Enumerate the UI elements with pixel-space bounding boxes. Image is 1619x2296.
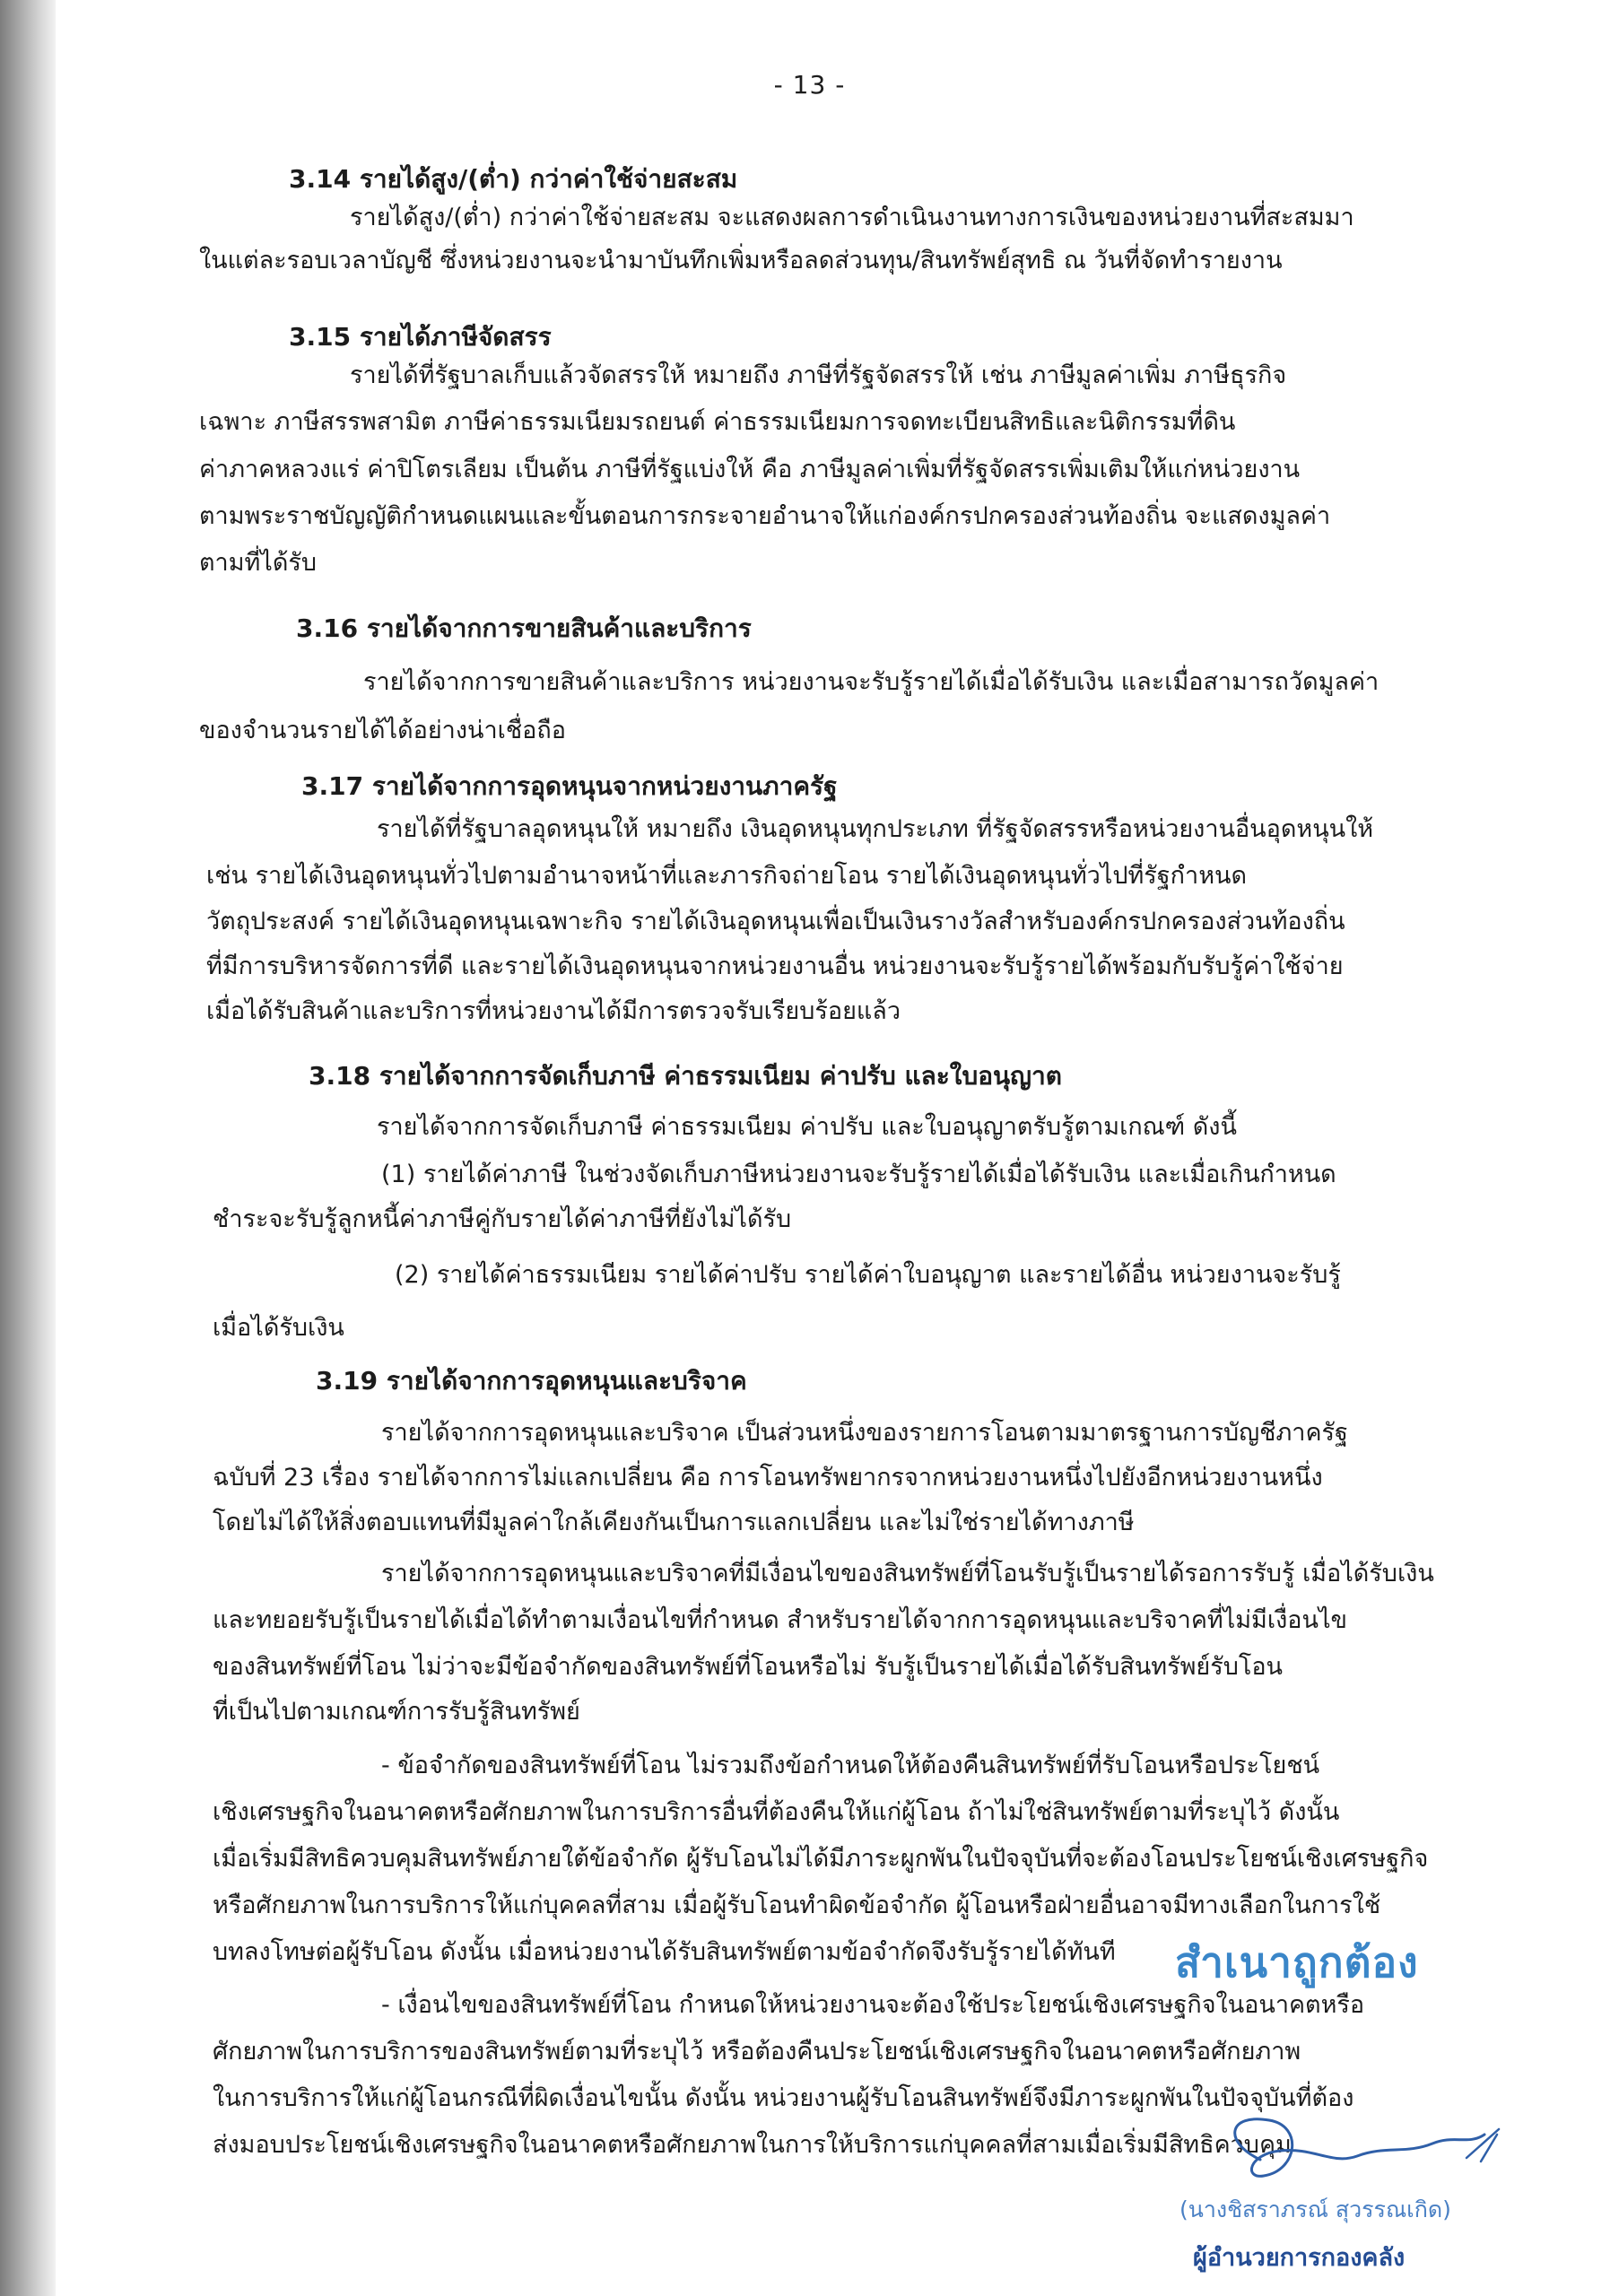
paragraph-line: ในการบริการให้แก่ผู้โอนกรณีที่ผิดเงื่อนไขนั้น ดังนั้น หน่วยงานผู้รับโอนสินทรัพย์จึงมีภาระผูกพันในปัจจุบันที่ต้อง — [213, 2084, 1354, 2112]
section-heading-3-16: 3.16 รายได้จากการขายสินค้าและบริการ — [296, 613, 752, 643]
paragraph-line: ฉบับที่ 23 เรื่อง รายได้จากการไม่แลกเปลี่ยน คือ การโอนทรัพยากรจากหน่วยงานหนึ่งไปยังอีกหน่วยงานหนึ่ง — [213, 1464, 1323, 1492]
scan-shadow-edge — [0, 0, 56, 2296]
paragraph-line: หรือศักยภาพในการบริการให้แก่บุคคลที่สาม เมื่อผู้รับโอนทำผิดข้อจำกัด ผู้โอนหรือฝ่ายอื่นอาจมีทางเลือกในการใช้ — [213, 1892, 1381, 1919]
paragraph-line: รายได้สูง/(ต่ำ) กว่าค่าใช้จ่ายสะสม จะแสดงผลการดำเนินงานทางการเงินของหน่วยงานที่สะสมมา — [350, 204, 1354, 231]
section-heading-3-14: 3.14 รายได้สูง/(ต่ำ) กว่าค่าใช้จ่ายสะสม — [289, 164, 738, 194]
page-number: - 13 - — [773, 70, 846, 100]
paragraph-line: ตามพระราชบัญญัติกำหนดแผนและขั้นตอนการกระจายอำนาจให้แก่องค์กรปกครองส่วนท้องถิ่น จะแสดงมูลค่า — [199, 502, 1331, 530]
paragraph-line: รายได้จากการจัดเก็บภาษี ค่าธรรมเนียม ค่าปรับ และใบอนุญาตรับรู้ตามเกณฑ์ ดังนี้ — [377, 1113, 1237, 1141]
paragraph-line: - ข้อจำกัดของสินทรัพย์ที่โอน ไม่รวมถึงข้อกำหนดให้ต้องคืนสินทรัพย์ที่รับโอนหรือประโยชน์ — [381, 1752, 1320, 1779]
paragraph-line: เชิงเศรษฐกิจในอนาคตหรือศักยภาพในการบริการอื่นที่ต้องคืนให้แก่ผู้โอน ถ้าไม่ใช่สินทรัพย์ตามที่ระบุไว้ ดังนั้น — [213, 1798, 1340, 1826]
paragraph-line: ชำระจะรับรู้ลูกหนี้ค่าภาษีคู่กับรายได้ค่าภาษีที่ยังไม่ได้รับ — [213, 1205, 792, 1233]
certified-copy-stamp: สำเนาถูกต้อง — [1175, 1938, 1419, 1987]
paragraph-line: ในแต่ละรอบเวลาบัญชี ซึ่งหน่วยงานจะนำมาบันทึกเพิ่มหรือลดส่วนทุน/สินทรัพย์สุทธิ ณ วันที่จัดทำรายงาน — [199, 247, 1283, 274]
section-heading-3-15: 3.15 รายได้ภาษีจัดสรร — [289, 322, 552, 352]
paragraph-line: และทยอยรับรู้เป็นรายได้เมื่อได้ทำตามเงื่อนไขที่กำหนด สำหรับรายได้จากการอุดหนุนและบริจาคที่ไม่มีเงื่อนไข — [213, 1606, 1347, 1634]
paragraph-line: ของจำนวนรายได้ได้อย่างน่าเชื่อถือ — [199, 717, 566, 744]
paragraph-line: (2) รายได้ค่าธรรมเนียม รายได้ค่าปรับ รายได้ค่าใบอนุญาต และรายได้อื่น หน่วยงานจะรับรู้ — [395, 1261, 1341, 1289]
paragraph-line: ตามที่ได้รับ — [199, 549, 318, 577]
paragraph-line: รายได้ที่รัฐบาลอุดหนุนให้ หมายถึง เงินอุดหนุนทุกประเภท ที่รัฐจัดสรรหรือหน่วยงานอื่นอุดหนุนให้ — [377, 815, 1374, 843]
paragraph-line: ศักยภาพในการบริการของสินทรัพย์ตามที่ระบุไว้ หรือต้องคืนประโยชน์เชิงเศรษฐกิจในอนาคตหรือศักยภาพ — [213, 2038, 1301, 2066]
paragraph-line: รายได้จากการอุดหนุนและบริจาคที่มีเงื่อนไขของสินทรัพย์ที่โอนรับรู้เป็นรายได้รอการรับรู้ เมื่อได้รับเงิน — [381, 1560, 1434, 1587]
paragraph-line: ที่เป็นไปตามเกณฑ์การรับรู้สินทรัพย์ — [213, 1698, 580, 1726]
paragraph-line: รายได้จากการขายสินค้าและบริการ หน่วยงานจะรับรู้รายได้เมื่อได้รับเงิน และเมื่อสามารถวัดมูลค่า — [363, 668, 1380, 696]
paragraph-line: บทลงโทษต่อผู้รับโอน ดังนั้น เมื่อหน่วยงานได้รับสินทรัพย์ตามข้อจำกัดจึงรับรู้รายได้ทันที — [213, 1938, 1116, 1966]
paragraph-line: เฉพาะ ภาษีสรรพสามิต ภาษีค่าธรรมเนียมรถยนต์ ค่าธรรมเนียมการจดทะเบียนสิทธิและนิติกรรมที่ดิน — [199, 408, 1236, 436]
paragraph-line: รายได้ที่รัฐบาลเก็บแล้วจัดสรรให้ หมายถึง ภาษีที่รัฐจัดสรรให้ เช่น ภาษีมูลค่าเพิ่ม ภาษีธุรกิจ — [350, 361, 1287, 389]
paragraph-line: เมื่อเริ่มมีสิทธิควบคุมสินทรัพย์ภายใต้ข้อจำกัด ผู้รับโอนไม่ได้มีภาระผูกพันในปัจจุบันที่จะต้องโอนประโยชน์เชิงเศรษฐกิจ — [213, 1845, 1429, 1873]
handwritten-signature — [1197, 2108, 1520, 2197]
paragraph-line: วัตถุประสงค์ รายได้เงินอุดหนุนเฉพาะกิจ รายได้เงินอุดหนุนเพื่อเป็นเงินรางวัลสำหรับองค์กรปกครองส่วนท้องถิ่น — [206, 908, 1345, 935]
paragraph-line: - เงื่อนไขของสินทรัพย์ที่โอน กำหนดให้หน่วยงานจะต้องใช้ประโยชน์เชิงเศรษฐกิจในอนาคตหรือ — [381, 1991, 1365, 2019]
paragraph-line: (1) รายได้ค่าภาษี ในช่วงจัดเก็บภาษีหน่วยงานจะรับรู้รายได้เมื่อได้รับเงิน และเมื่อเกินกำหนด — [381, 1161, 1336, 1188]
paragraph-line: โดยไม่ได้ให้สิ่งตอบแทนที่มีมูลค่าใกล้เคียงกันเป็นการแลกเปลี่ยน และไม่ใช่รายได้ทางภาษี — [213, 1509, 1135, 1536]
paragraph-line: ของสินทรัพย์ที่โอน ไม่ว่าจะมีข้อจำกัดของสินทรัพย์ที่โอนหรือไม่ รับรู้เป็นรายได้เมื่อได้รับสินทรัพย์รับโอน — [213, 1653, 1284, 1681]
paragraph-line: ค่าภาคหลวงแร่ ค่าปิโตรเลียม เป็นต้น ภาษีที่รัฐแบ่งให้ คือ ภาษีมูลค่าเพิ่มที่รัฐจัดสรรเพิ่มเติมให้แก่หน่วยงาน — [199, 456, 1301, 483]
paragraph-line: ส่งมอบประโยชน์เชิงเศรษฐกิจในอนาคตหรือศักยภาพในการให้บริการแก่บุคคลที่สามเมื่อเริ่มมีสิทธิควบคุม — [213, 2131, 1292, 2159]
section-heading-3-19: 3.19 รายได้จากการอุดหนุนและบริจาค — [316, 1366, 747, 1396]
paragraph-line: เมื่อได้รับเงิน — [213, 1314, 344, 1342]
paragraph-line: รายได้จากการอุดหนุนและบริจาค เป็นส่วนหนึ่งของรายการโอนตามมาตรฐานการบัญชีภาครัฐ — [381, 1419, 1348, 1447]
paragraph-line: เมื่อได้รับสินค้าและบริการที่หน่วยงานได้มีการตรวจรับเรียบร้อยแล้ว — [206, 997, 901, 1025]
signer-name: (นางชิสราภรณ์ สุวรรณเกิด) — [1179, 2196, 1451, 2222]
section-heading-3-18: 3.18 รายได้จากการจัดเก็บภาษี ค่าธรรมเนียม ค่าปรับ และใบอนุญาต — [309, 1061, 1062, 1091]
paragraph-line: เช่น รายได้เงินอุดหนุนทั่วไปตามอำนาจหน้าที่และภารกิจถ่ายโอน รายได้เงินอุดหนุนทั่วไปที่รัฐกำหนด — [206, 862, 1247, 890]
section-heading-3-17: 3.17 รายได้จากการอุดหนุนจากหน่วยงานภาครัฐ — [301, 771, 838, 801]
paragraph-line: ที่มีการบริหารจัดการที่ดี และรายได้เงินอุดหนุนจากหน่วยงานอื่น หน่วยงานจะรับรู้รายได้พร้อมกับรับรู้ค่าใช้จ่าย — [206, 952, 1344, 980]
signer-title: ผู้อำนวยการกองคลัง — [1193, 2244, 1406, 2272]
